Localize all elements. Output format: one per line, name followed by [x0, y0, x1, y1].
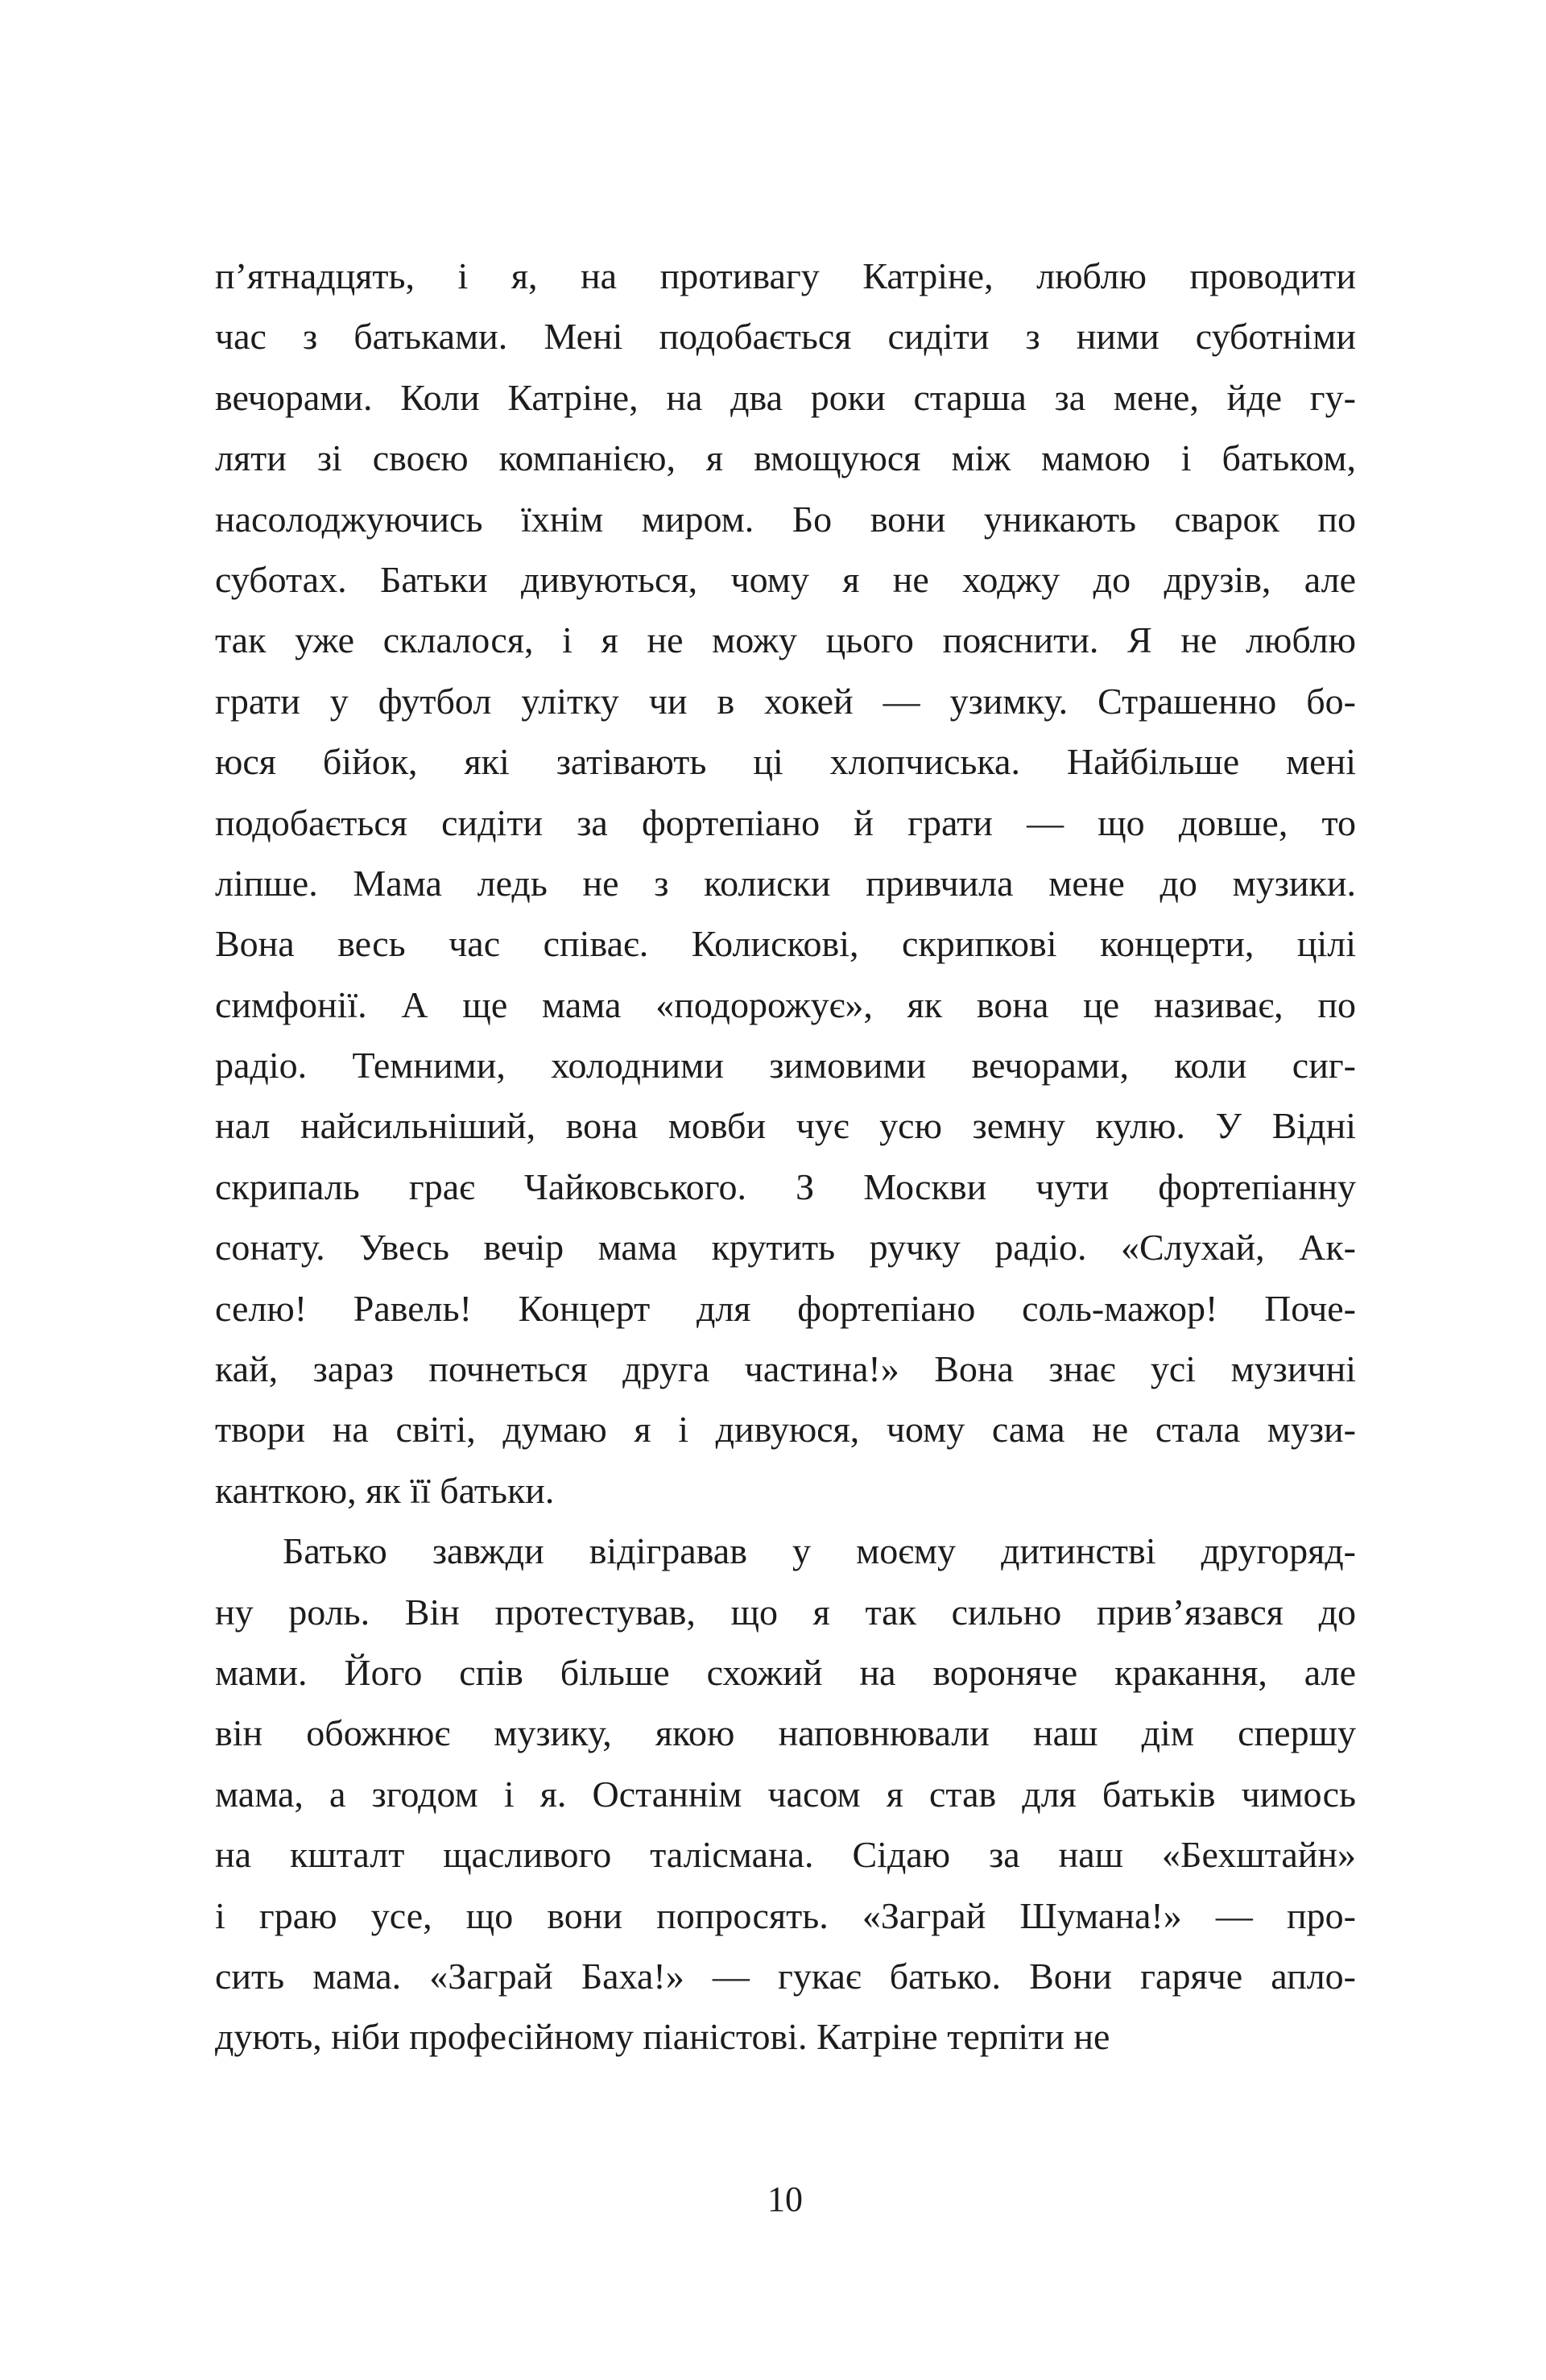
text-line: мами. Його спів більше схожий на вороняче кракання, але	[215, 1651, 1356, 1693]
text-line: Вона весь час співає. Колискові, скрипкові концерти, цілі	[215, 923, 1356, 965]
paragraph	[215, 1521, 1356, 2067]
text-line: симфонії. А ще мама «подорожує», як вона це називає, по	[215, 983, 1356, 1025]
text-line: грати у футбол улітку чи в хокей — узимку. Страшенно бо-	[215, 680, 1356, 722]
text-line: суботах. Батьки дивуються, чому я не ходжу до друзів, але	[215, 558, 1356, 600]
text-line: насолоджуючись їхнім миром. Бо вони уникають сварок по	[215, 498, 1356, 540]
text-line: канткою, як її батьки.	[215, 1469, 555, 1511]
text-line: Батько завжди відігравав у моєму дитинстві другоряд-	[283, 1530, 1356, 1572]
page-number: 10	[767, 2179, 803, 2219]
text-line: ліпше. Мама ледь не з колиски привчила мене до музики.	[215, 862, 1356, 904]
text-line: дують, ніби професійному піаністові. Катріне терпіти не	[215, 2016, 1110, 2058]
text-line: сить мама. «Заграй Баха!» — гукає батько. Вони гаряче апло-	[215, 1955, 1356, 1997]
text-line: на кшталт щасливого талісмана. Сідаю за наш «Бехштайн»	[215, 1834, 1356, 1876]
text-line: твори на світі, думаю я і дивуюся, чому сама не стала музи-	[215, 1409, 1356, 1451]
text-line: селю! Равель! Концерт для фортепіано соль-мажор! Поче-	[215, 1287, 1356, 1329]
text-line: час з батьками. Мені подобається сидіти з ними суботніми	[215, 316, 1356, 358]
text-line: він обожнює музику, якою наповнювали наш дім спершу	[215, 1712, 1356, 1754]
text-line: нал найсильніший, вона мовби чує усю земну кулю. У Відні	[215, 1105, 1356, 1147]
text-line: ну роль. Він протестував, що я так сильно прив’язався до	[215, 1591, 1356, 1633]
paragraph	[215, 246, 1356, 1521]
text-line: подобається сидіти за фортепіано й грати — що довше, то	[215, 801, 1356, 843]
text-line: скрипаль грає Чайковського. З Москви чути фортепіанну	[215, 1165, 1356, 1207]
text-line: радіо. Темними, холодними зимовими вечорами, коли сиг-	[215, 1045, 1356, 1087]
text-line: п’ятнадцять, і я, на противагу Катріне, люблю проводити	[215, 255, 1356, 296]
text-line: і граю усе, що вони попросять. «Заграй Шумана!» — про-	[215, 1894, 1356, 1936]
text-line: вечорами. Коли Катріне, на два роки старша за мене, йде гу-	[215, 376, 1356, 418]
body-text	[215, 246, 1356, 2067]
text-line: ляти зі своєю компанією, я вмощуюся між мамою і батьком,	[215, 437, 1356, 479]
text-line: сонату. Увесь вечір мама крутить ручку радіо. «Слухай, Ак-	[215, 1227, 1356, 1269]
text-line: так уже склалося, і я не можу цього пояснити. Я не люблю	[215, 619, 1356, 661]
text-line: мама, а згодом і я. Останнім часом я став для батьків чимось	[215, 1773, 1356, 1815]
text-line: юся бійок, які затівають ці хлопчиська. Найбільше мені	[215, 741, 1356, 783]
text-line: кай, зараз почнеться друга частина!» Вона знає усі музичні	[215, 1348, 1356, 1390]
